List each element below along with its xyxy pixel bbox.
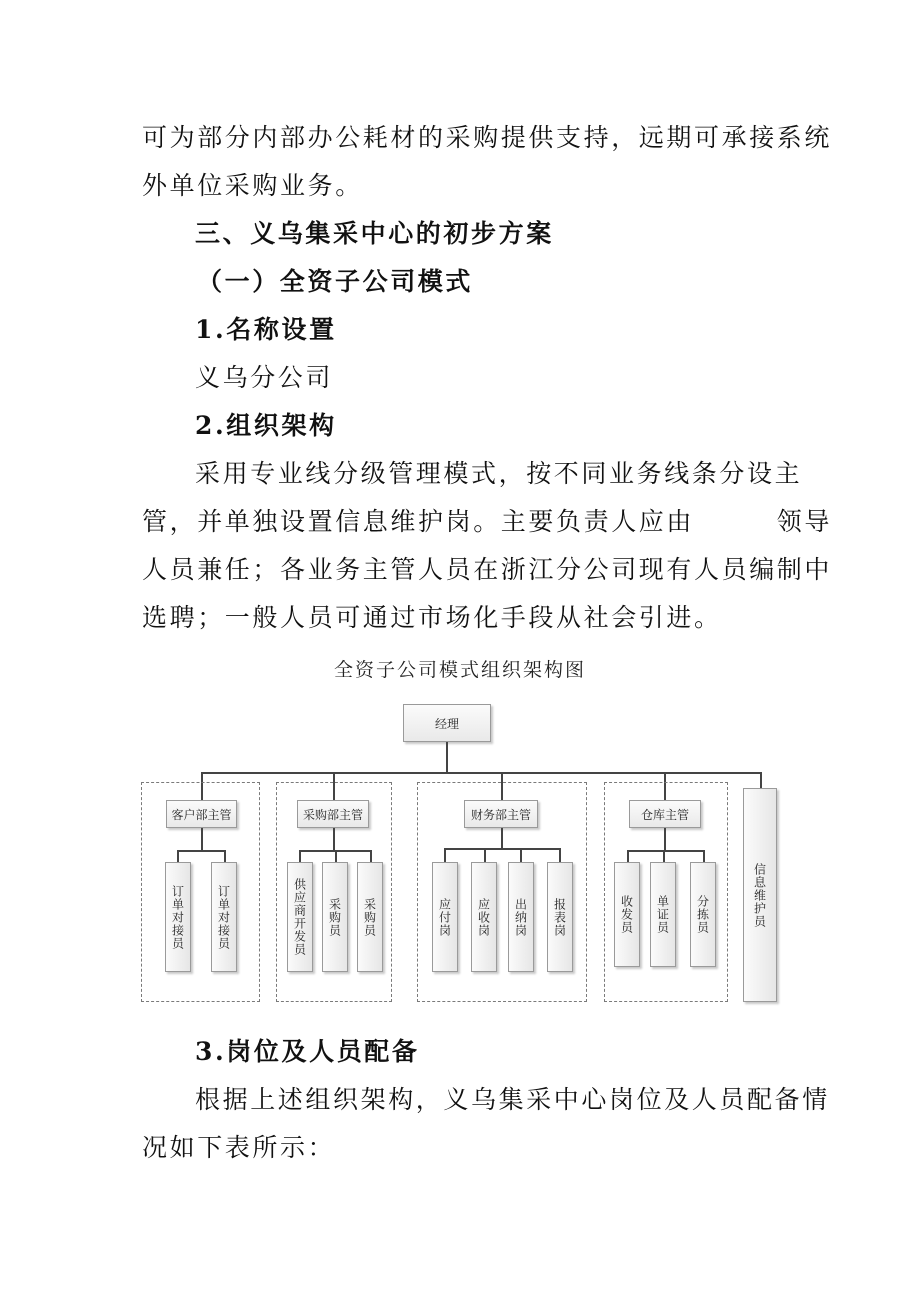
org-node-role bbox=[690, 862, 716, 967]
chart-caption: 全资子公司模式组织架构图 bbox=[333, 659, 586, 681]
paragraph-line: 外单位采购业务。 bbox=[142, 171, 363, 200]
role-label: 应收岗 bbox=[476, 897, 491, 937]
role-label: 收发员 bbox=[619, 895, 634, 934]
paragraph-line: 根据上述组织架构，义乌集采中心岗位及人员配备情 bbox=[195, 1085, 830, 1114]
section-heading: 三、义乌集采中心的初步方案 bbox=[195, 219, 554, 248]
org-node-root: 经理 bbox=[403, 704, 491, 742]
org-node-role bbox=[322, 862, 348, 972]
connector bbox=[446, 742, 448, 772]
connector bbox=[559, 848, 561, 862]
subsection-heading: （一）全资子公司模式 bbox=[197, 267, 474, 296]
role-label: 信息维护员 bbox=[752, 862, 767, 928]
org-node-role bbox=[547, 862, 573, 972]
org-node-role bbox=[614, 862, 640, 967]
org-node-head: 采购部主管 bbox=[297, 800, 369, 828]
connector bbox=[335, 850, 337, 862]
connector bbox=[224, 850, 226, 862]
connector bbox=[484, 848, 486, 862]
connector bbox=[299, 850, 301, 862]
role-label: 供应商开发员 bbox=[292, 878, 307, 956]
connector bbox=[627, 850, 704, 852]
org-node-role bbox=[650, 862, 676, 967]
paragraph-line: 可为部分内部办公耗材的采购提供支持，远期可承接系统 bbox=[142, 123, 833, 152]
org-node-head: 财务部主管 bbox=[464, 800, 538, 828]
org-node-role bbox=[508, 862, 534, 972]
connector bbox=[501, 828, 503, 848]
role-label: 分拣员 bbox=[695, 895, 710, 934]
role-label: 出纳岗 bbox=[513, 897, 528, 937]
role-label: 订单对接员 bbox=[170, 884, 185, 950]
name-value: 义乌分公司 bbox=[195, 363, 334, 392]
connector bbox=[664, 828, 666, 850]
paragraph-line: 人员兼任；各业务主管人员在浙江分公司现有人员编制中 bbox=[142, 555, 833, 584]
org-node-standalone bbox=[743, 788, 777, 1002]
paragraph-line: 况如下表所示： bbox=[142, 1133, 336, 1162]
role-label: 采购员 bbox=[327, 897, 342, 937]
paragraph-line: 管，并单独设置信息维护岗。主要负责人应由 领导 bbox=[142, 507, 833, 536]
org-node-role bbox=[211, 862, 237, 972]
item-heading-name: 1.名称设置 bbox=[195, 315, 337, 344]
connector bbox=[760, 772, 762, 788]
connector bbox=[627, 850, 629, 862]
connector bbox=[333, 828, 335, 850]
org-node-role bbox=[287, 862, 313, 972]
org-node-head: 仓库主管 bbox=[629, 800, 701, 828]
connector bbox=[177, 850, 225, 852]
role-label: 应付岗 bbox=[437, 897, 452, 937]
connector bbox=[370, 850, 372, 862]
paragraph-line: 采用专业线分级管理模式，按不同业务线条分设主 bbox=[195, 459, 803, 488]
org-node-role bbox=[432, 862, 458, 972]
connector bbox=[663, 850, 665, 862]
org-node-role bbox=[471, 862, 497, 972]
connector bbox=[177, 850, 179, 862]
connector bbox=[703, 850, 705, 862]
connector bbox=[520, 848, 522, 862]
role-label: 采购员 bbox=[362, 897, 377, 937]
connector bbox=[201, 772, 761, 774]
role-label: 单证员 bbox=[655, 895, 670, 934]
item-heading-staff: 3.岗位及人员配备 bbox=[195, 1037, 420, 1066]
connector bbox=[444, 848, 446, 862]
org-node-head: 客户部主管 bbox=[166, 800, 237, 828]
connector bbox=[444, 848, 560, 850]
org-node-role bbox=[165, 862, 191, 972]
role-label: 报表岗 bbox=[552, 897, 567, 937]
item-heading-org: 2.组织架构 bbox=[195, 411, 337, 440]
role-label: 订单对接员 bbox=[216, 884, 231, 950]
org-node-role bbox=[357, 862, 383, 972]
connector bbox=[201, 828, 203, 850]
paragraph-line: 选聘；一般人员可通过市场化手段从社会引进。 bbox=[142, 603, 722, 632]
